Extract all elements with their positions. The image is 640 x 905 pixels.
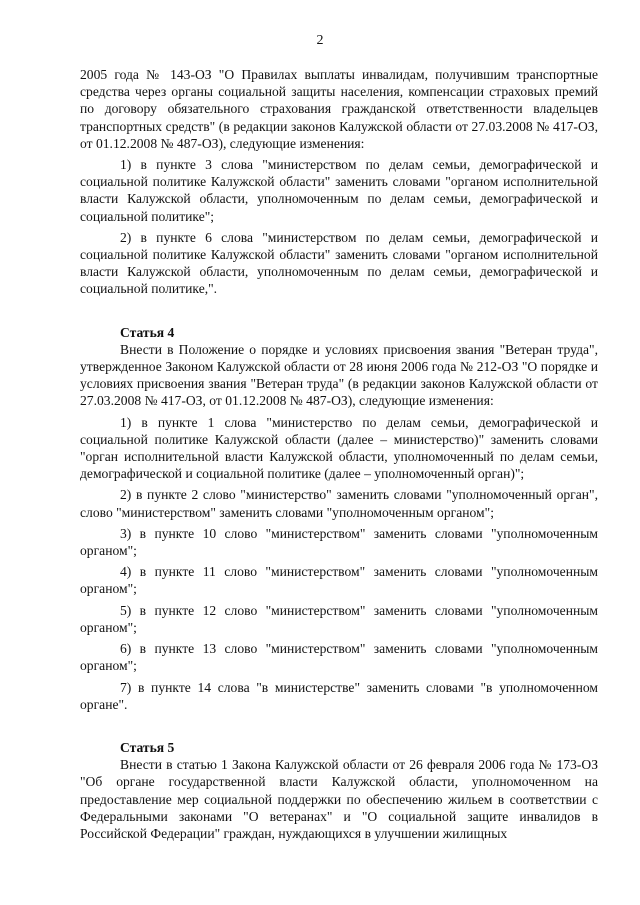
article-4-intro: Внести в Положение о порядке и условиях присвоения звания "Ветеран труда", утвержденное Законом Калужской области от 28 июня 2006 года № 212-ОЗ "О порядке и условиях присвоения звания "Ветеран труда" (в редакции законов Калужской области от 27.03.2008 № 417-ОЗ, от 01.12.2008 № 487-ОЗ), следующие изменения: xyxy=(80,341,598,409)
intro-paragraph: 2005 года № 143-ОЗ "О Правилах выплаты инвалидам, получившим транспортные средства через органы социальной защиты населения, компенсации страховых премий по договору обязательного страхования гражданской ответственности владельцев транспортных средств" (в редакции законов Калужской области от 27.03.2008 № 417-ОЗ, от 01.12.2008 № 487-ОЗ), следующие изменения: xyxy=(80,67,598,151)
section-spacer xyxy=(80,298,598,324)
article-4-item-6: 6) в пункте 13 слово "министерством" заменить словами "уполномоченным органом"; xyxy=(80,641,598,674)
article-4-item-1: 1) в пункте 1 слова "министерство по делам семьи, демографической и социальной политике Калужской области (далее – министерство)" заменить словами "орган исполнительной власти Калужской области, уполномоченный по делам семьи, демографической и социальной политике (далее – уполномоченный орган)"; xyxy=(80,414,598,482)
section-spacer xyxy=(80,713,598,739)
page-number: 2 xyxy=(316,33,324,48)
intro-item-2: 2) в пункте 6 слова "министерством по делам семьи, демографической и социальной политике Калужской области" заменить словами "органом исполнительной власти Калужской области, уполномоченным по делам семьи, демографической и социальной политике,". xyxy=(80,229,598,297)
article-5-heading: Статья 5 xyxy=(120,739,175,755)
article-4-item-5: 5) в пункте 12 слово "министерством" заменить словами "уполномоченным органом"; xyxy=(80,602,598,635)
article-4-item-7: 7) в пункте 14 слова "в министерстве" заменить словами "в уполномоченном органе". xyxy=(80,679,598,712)
article-4-item-3: 3) в пункте 10 слово "министерством" заменить словами "уполномоченным органом"; xyxy=(80,525,598,559)
document-body xyxy=(80,66,598,842)
intro-item-1: 1) в пункте 3 слова "министерством по делам семьи, демографической и социальной политике Калужской области" заменить словами "органом исполнительной власти Калужской области, уполномоченным по делам семьи, демографической и социальной политике"; xyxy=(80,157,598,224)
article-4-heading: Статья 4 xyxy=(120,324,175,340)
article-5-intro: Внести в статью 1 Закона Калужской области от 26 февраля 2006 года № 173-ОЗ "Об органе государственной власти Калужской области, уполномоченном на предоставление мер социальной поддержки по обеспечению жильем в соответствии с Федеральными законами "О ветеранах" и "О социальной защите инвалидов в Российской Федерации" граждан, нуждающихся в улучшении жилищных xyxy=(80,757,598,841)
article-4-item-4: 4) в пункте 11 слово "министерством" заменить словами "уполномоченным органом"; xyxy=(80,564,598,597)
article-4-item-2: 2) в пункте 2 слово "министерство" заменить словами "уполномоченный орган", слово "министерством" заменить словами "уполномоченным органом"; xyxy=(80,487,598,520)
